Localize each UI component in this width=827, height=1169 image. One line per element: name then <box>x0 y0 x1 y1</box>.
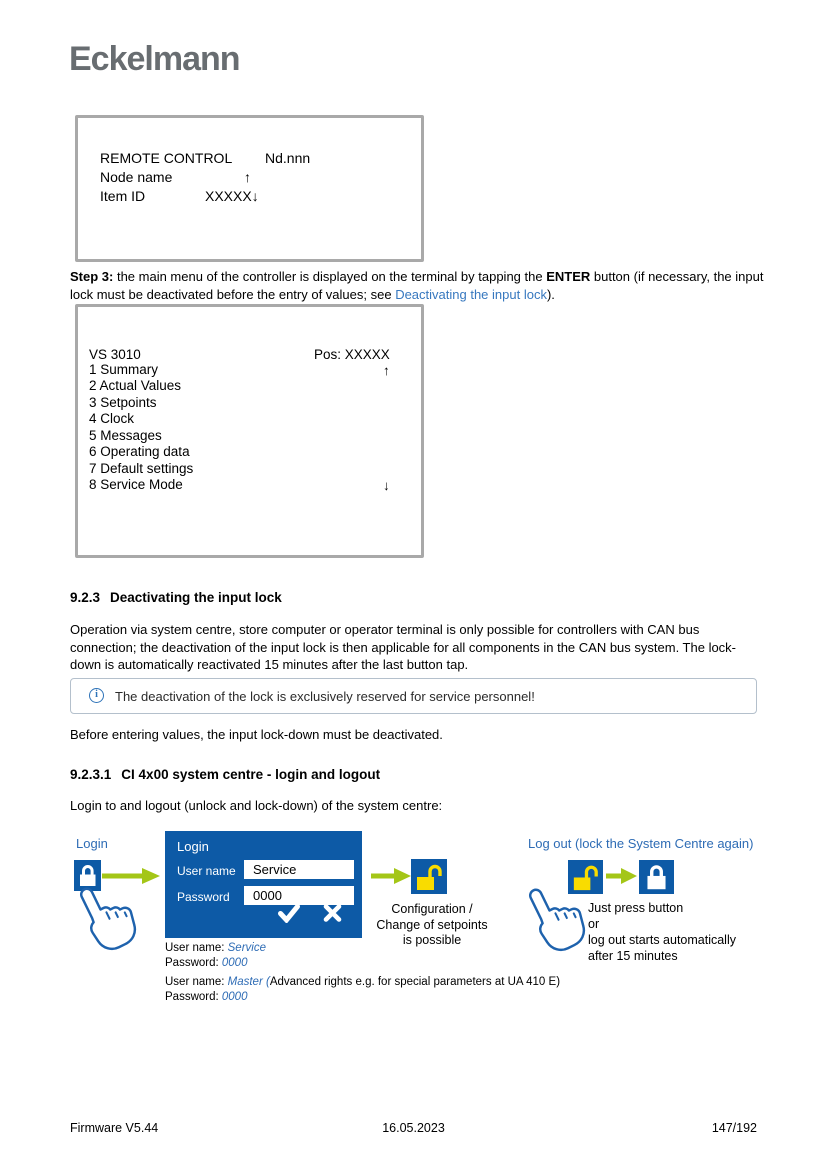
main-menu-list <box>89 362 193 494</box>
footer-firmware: Firmware V5.44 <box>70 1121 159 1135</box>
terminal-display-main-menu <box>75 304 424 558</box>
step3-text-b: button (if necessary, the input lock must be deactivated before the entry of values; see <box>70 269 764 302</box>
pass-value: 0000 <box>221 957 248 969</box>
up-arrow-icon: ↑ <box>383 363 390 378</box>
login-panel-title: Login <box>177 839 209 854</box>
logout-line: log out starts automatically <box>588 933 736 947</box>
logout-diagram-label: Log out (lock the System Centre again) <box>528 836 754 851</box>
menu-item: 5 Messages <box>89 427 162 443</box>
confirm-check-icon <box>277 903 301 923</box>
config-line: Change of setpoints <box>376 917 488 932</box>
page-footer <box>70 1121 757 1135</box>
section-923-body: Operation via system centre, store computer or operator terminal is only possible for controllers with CAN bus connection; the deactivation of the input lock is then applicable for all components in the CAN bus system. The lock-down is automatically reactivated 15 minutes after the last button tap. <box>70 622 737 672</box>
step3-text-a: the main menu of the controller is displayed on the terminal by tapping the <box>113 269 547 284</box>
logout-line: Just press button <box>588 901 684 915</box>
lock-open-icon <box>411 859 447 894</box>
config-line: is possible <box>402 933 462 947</box>
terminal-line-label: REMOTE CONTROL <box>100 150 233 166</box>
username-label: User name <box>177 864 236 878</box>
step-label: Step 3: <box>70 269 114 284</box>
footer-page-number: 147/192 <box>711 1121 757 1135</box>
before-entering-text: Before entering values, the input lock-down must be deactivated. <box>70 727 443 742</box>
terminal-display-remote-control <box>75 115 424 262</box>
section-heading-923 <box>70 590 282 605</box>
menu-item: 7 Default settings <box>89 460 194 476</box>
logout-line: or <box>588 917 600 931</box>
username-field: Service <box>244 860 354 879</box>
login-panel <box>165 831 362 938</box>
section-title: CI 4x00 system centre - login and logout <box>121 767 381 782</box>
menu-item: 4 Clock <box>89 411 135 427</box>
user-value: Master ( <box>227 976 270 988</box>
config-line: Configuration / <box>391 902 473 916</box>
arrow-right-icon <box>606 868 637 889</box>
configuration-text <box>368 902 496 949</box>
credentials-service <box>165 941 266 971</box>
logout-text <box>588 900 736 964</box>
menu-item: 6 Operating data <box>89 444 190 460</box>
password-field: 0000 <box>244 886 354 905</box>
down-arrow-icon: ↓ <box>383 478 390 493</box>
position-value: Pos: XXXXX <box>314 347 390 362</box>
info-icon: i <box>89 688 104 703</box>
note-text: The deactivation of the lock is exclusively reserved for service personnel! <box>115 689 535 704</box>
deactivating-input-lock-link[interactable]: Deactivating the input lock <box>395 286 547 302</box>
terminal-line-label: Node name <box>100 169 173 185</box>
password-label: Password <box>177 890 230 904</box>
menu-item: 8 Service Mode <box>89 477 183 493</box>
pass-label: Password: <box>165 991 222 1003</box>
pass-label: Password: <box>165 957 222 969</box>
lock-closed-icon <box>639 860 674 894</box>
terminal-line-label: Item ID <box>100 188 146 204</box>
lock-closed-button <box>639 860 674 894</box>
footer-date: 16.05.2023 <box>382 1121 445 1135</box>
step3-text-c: ). <box>546 286 555 302</box>
menu-item: 1 Summary <box>89 362 159 377</box>
lock-open-button <box>411 859 447 894</box>
info-note-box <box>70 678 757 714</box>
up-arrow-icon: ↑ <box>244 169 251 185</box>
step3-paragraph <box>70 268 764 303</box>
user-label: User name: <box>165 976 228 988</box>
menu-item: 2 Actual Values <box>89 378 182 394</box>
menu-item: 3 Setpoints <box>89 394 157 410</box>
logout-line: after 15 minutes <box>588 949 678 963</box>
section-number: 9.2.3 <box>70 590 101 605</box>
terminal-line-value: XXXXX↓ <box>205 188 259 204</box>
terminal-line-value: Nd.nnn <box>265 150 311 166</box>
user-note: Advanced rights e.g. for special parameters at UA 410 E) <box>269 976 561 988</box>
enter-key-label: ENTER <box>546 269 591 284</box>
section-title: Deactivating the input lock <box>110 590 282 605</box>
login-intro-text: Login to and logout (unlock and lock-down) of the system centre: <box>70 798 443 813</box>
controller-name: VS 3010 <box>89 347 141 362</box>
cancel-x-icon <box>322 903 346 923</box>
user-value: Service <box>227 942 266 954</box>
pass-value: 0000 <box>221 991 248 1003</box>
user-label: User name: <box>165 942 228 954</box>
arrow-right-icon <box>371 868 411 889</box>
arrow-right-icon <box>102 868 160 889</box>
login-diagram-label: Login <box>76 836 108 851</box>
section-heading-9231 <box>70 767 380 782</box>
section-number: 9.2.3.1 <box>70 767 112 782</box>
credentials-master <box>165 975 560 1005</box>
eckelmann-logo: Eckelmann <box>69 40 240 78</box>
